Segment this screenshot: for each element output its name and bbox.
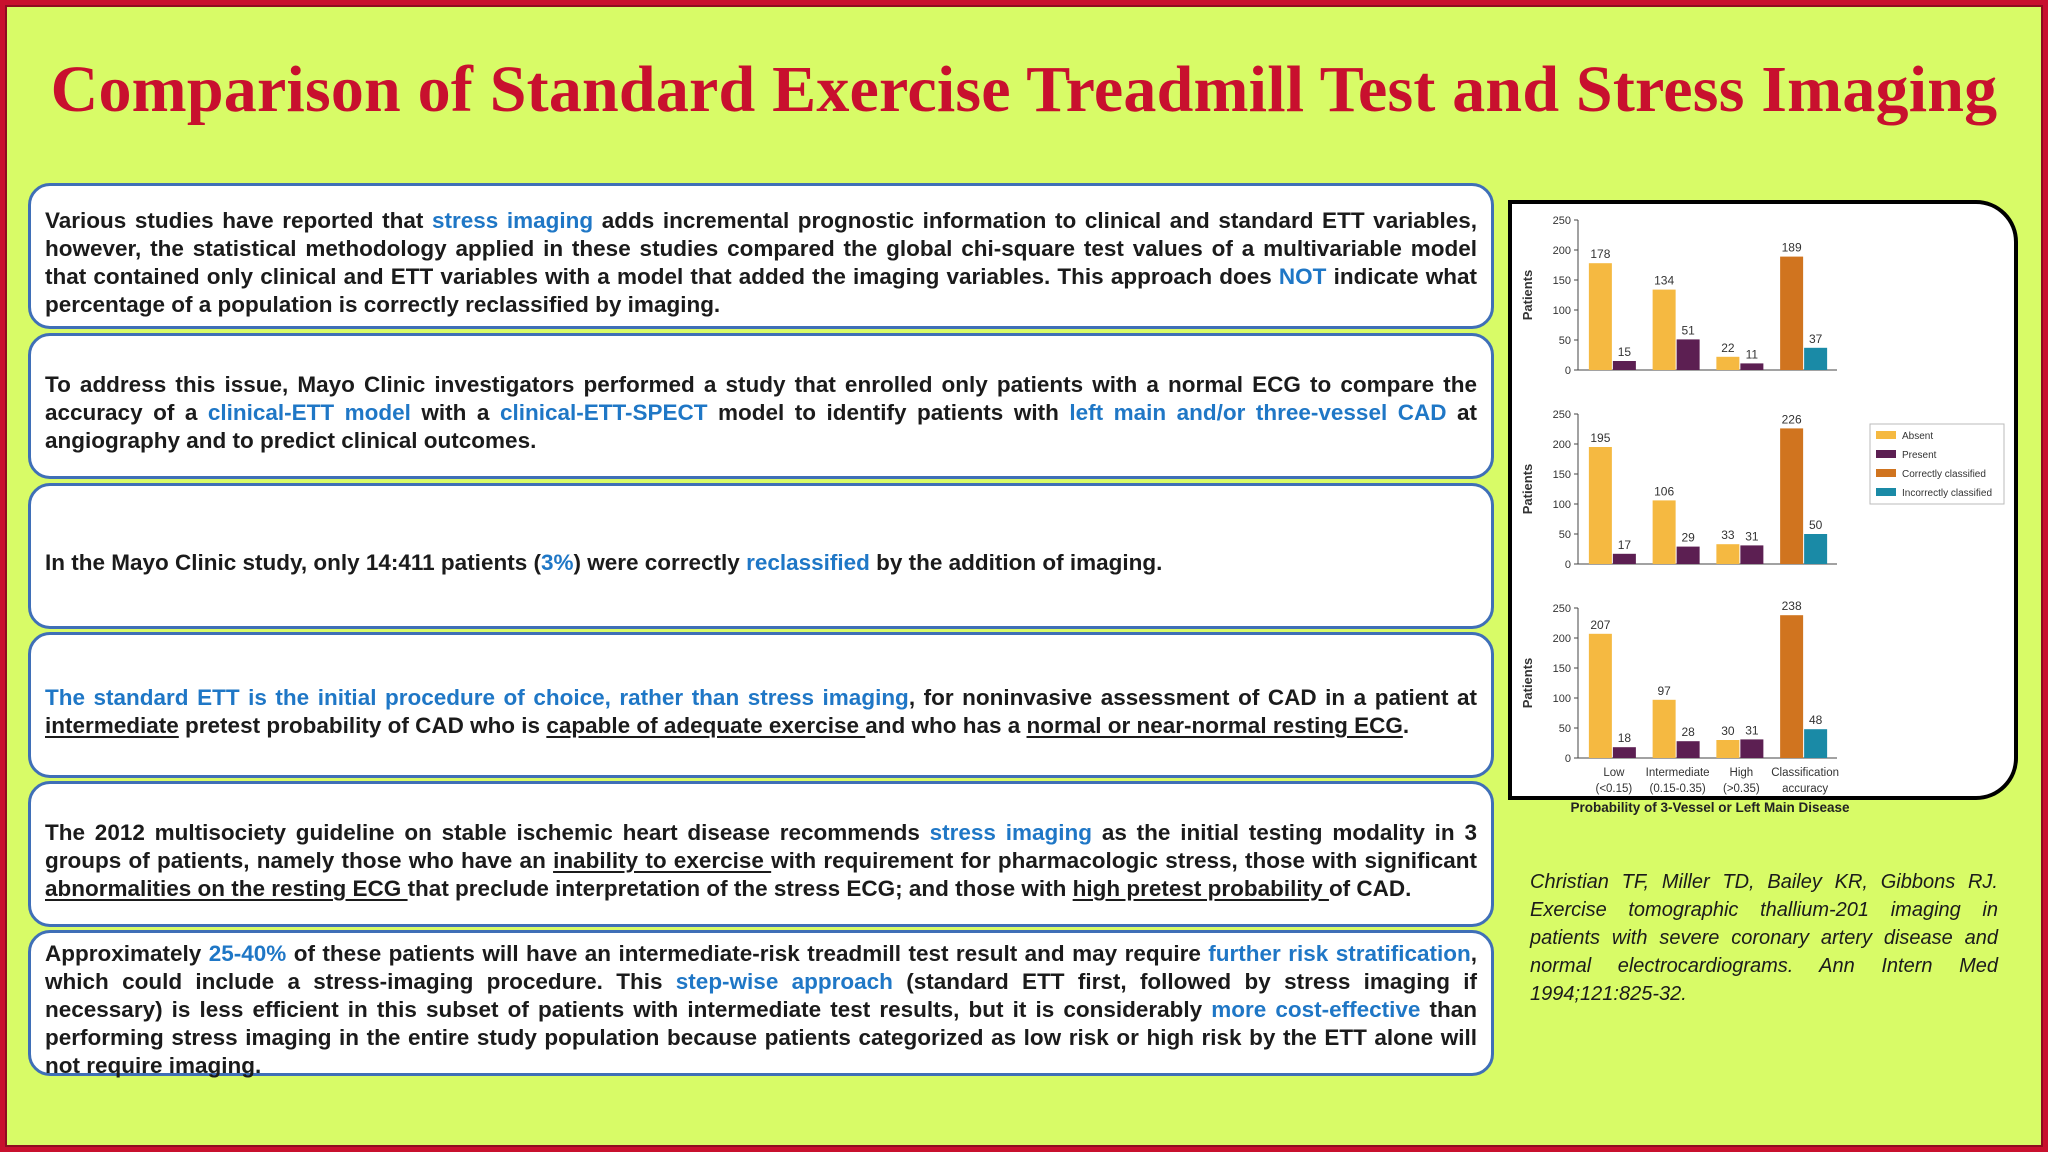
bar bbox=[1589, 447, 1612, 564]
bar bbox=[1804, 729, 1827, 758]
bar-chart bbox=[1512, 204, 2014, 815]
highlight-text: further risk stratification bbox=[1208, 941, 1471, 966]
bar-value-label: 195 bbox=[1590, 431, 1611, 445]
text-run: of these patients will have an intermediate-risk treadmill test result and may require bbox=[286, 941, 1209, 966]
paragraph bbox=[45, 549, 1477, 577]
category-sublabel: (>0.35) bbox=[1722, 783, 1760, 795]
category-sublabel: accuracy bbox=[1782, 783, 1829, 795]
highlight-text: 25-40% bbox=[208, 941, 287, 966]
text-box-incremental-prognostic bbox=[28, 183, 1494, 329]
bar-value-label: 11 bbox=[1745, 347, 1759, 362]
y-tick-label: 250 bbox=[1552, 409, 1571, 421]
bar bbox=[1804, 348, 1827, 370]
y-tick-label: 200 bbox=[1552, 245, 1571, 257]
bar-value-label: 207 bbox=[1590, 617, 1611, 632]
y-axis-label: Patients bbox=[1520, 657, 1535, 709]
legend-label: Incorrectly classified bbox=[1902, 488, 1993, 499]
bar bbox=[1716, 544, 1739, 564]
bar-value-label: 15 bbox=[1617, 345, 1632, 359]
bar-value-label: 18 bbox=[1617, 731, 1632, 746]
legend-swatch bbox=[1876, 431, 1896, 439]
bar-value-label: 28 bbox=[1681, 725, 1695, 740]
y-tick-label: 0 bbox=[1564, 753, 1571, 765]
y-tick-label: 250 bbox=[1552, 215, 1571, 227]
text-run: Approximately bbox=[45, 941, 209, 966]
bar-chart-frame bbox=[1508, 200, 2018, 815]
category-label: Classification bbox=[1771, 767, 1839, 779]
bar-value-label: 30 bbox=[1721, 724, 1735, 738]
bar-value-label: 134 bbox=[1654, 273, 1675, 288]
text-run: pretest probability of CAD who is bbox=[178, 713, 547, 738]
bar-value-label: 189 bbox=[1781, 240, 1802, 255]
highlight-text: stress imaging bbox=[431, 208, 594, 233]
highlight-text: 3% bbox=[540, 550, 574, 575]
bar bbox=[1740, 739, 1763, 758]
paragraph bbox=[45, 819, 1477, 903]
bar-value-label: 51 bbox=[1681, 323, 1695, 338]
highlight-text: more cost-effective bbox=[1211, 997, 1421, 1022]
underlined-text: abnormalities on the resting ECG bbox=[45, 876, 408, 901]
text-run: , which could include a stress-imaging procedure. This bbox=[45, 941, 1478, 994]
bar bbox=[1780, 257, 1803, 370]
bar bbox=[1780, 615, 1803, 758]
bar bbox=[1716, 357, 1739, 370]
legend-label: Absent bbox=[1902, 431, 1934, 442]
y-tick-label: 200 bbox=[1552, 633, 1571, 645]
bar bbox=[1613, 554, 1636, 564]
bar bbox=[1589, 634, 1612, 758]
text-run: In the Mayo Clinic study, only 14:411 patients ( bbox=[45, 550, 541, 575]
legend-label: Present bbox=[1902, 450, 1937, 461]
category-sublabel: (0.15-0.35) bbox=[1649, 783, 1706, 795]
text-run: adds incremental prognostic information to clinical and standard ETT variables, however, the statistical methodology applied in these studies compared the global chi-square test values of a multivariable model that contained only clinical and ETT variables with a model that added the imaging variables. This approach does bbox=[45, 208, 1477, 289]
y-axis-label: Patients bbox=[1520, 463, 1535, 515]
legend-swatch bbox=[1876, 488, 1896, 496]
highlight-text: step-wise approach bbox=[675, 969, 893, 994]
y-tick-label: 150 bbox=[1552, 663, 1571, 675]
legend-label: Correctly classified bbox=[1902, 469, 1986, 480]
bar bbox=[1653, 500, 1676, 564]
paragraph bbox=[45, 684, 1477, 740]
bar-value-label: 97 bbox=[1657, 683, 1671, 698]
underlined-text: inability to exercise bbox=[553, 848, 772, 873]
y-tick-label: 100 bbox=[1552, 499, 1571, 511]
y-tick-label: 50 bbox=[1558, 529, 1571, 541]
y-tick-label: 150 bbox=[1552, 469, 1571, 481]
y-tick-label: 50 bbox=[1558, 335, 1571, 347]
underlined-text: intermediate bbox=[45, 713, 179, 738]
bar bbox=[1613, 361, 1636, 370]
paragraph bbox=[45, 207, 1477, 319]
bar-value-label: 31 bbox=[1745, 529, 1759, 544]
bar bbox=[1677, 741, 1700, 758]
text-run: with requirement for pharmacologic stress, those with significant bbox=[771, 848, 1478, 873]
bar-value-label: 33 bbox=[1721, 528, 1735, 543]
text-run: To address this issue, Mayo Clinic investigators performed a study that enrolled only patients with a normal ECG to compare the accuracy of a bbox=[45, 372, 1477, 425]
y-tick-label: 50 bbox=[1558, 723, 1571, 735]
category-sublabel: (<0.15) bbox=[1595, 783, 1633, 795]
bar-value-label: 238 bbox=[1781, 599, 1802, 614]
bar-value-label: 226 bbox=[1781, 412, 1802, 427]
text-run: . bbox=[1402, 713, 1410, 738]
bar bbox=[1716, 740, 1739, 758]
bar-value-label: 48 bbox=[1808, 713, 1823, 728]
page-title: Comparison of Standard Exercise Treadmill Test and Stress Imaging bbox=[50, 53, 1998, 126]
highlight-text: NOT bbox=[1278, 264, 1327, 289]
text-box-standard-ett bbox=[28, 632, 1494, 778]
legend-swatch bbox=[1876, 469, 1896, 477]
text-run: of CAD. bbox=[1328, 876, 1412, 901]
underlined-text: normal or near-normal resting ECG bbox=[1026, 713, 1403, 738]
category-label: Low bbox=[1603, 767, 1625, 779]
y-tick-label: 100 bbox=[1552, 305, 1571, 317]
highlight-text: The standard ETT is the initial procedure of choice, rather than stress imaging bbox=[45, 685, 909, 710]
y-tick-label: 0 bbox=[1564, 559, 1571, 571]
text-box-step-wise bbox=[28, 930, 1494, 1076]
bar bbox=[1740, 363, 1763, 370]
text-run: by the addition of imaging. bbox=[869, 550, 1163, 575]
bar bbox=[1780, 428, 1803, 564]
highlight-text: reclassified bbox=[746, 550, 870, 575]
text-run: The 2012 multisociety guideline on stable ischemic heart disease recommends bbox=[45, 820, 930, 845]
bar bbox=[1804, 534, 1827, 564]
text-run: , for noninvasive assessment of CAD in a patient at bbox=[908, 685, 1477, 710]
bar-value-label: 17 bbox=[1617, 537, 1632, 552]
text-box-mayo-study bbox=[28, 333, 1494, 479]
bar-value-label: 31 bbox=[1745, 723, 1759, 738]
category-label: High bbox=[1729, 767, 1754, 779]
bar bbox=[1677, 547, 1700, 564]
x-axis-title: Probability of 3-Vessel or Left Main Disease bbox=[1570, 800, 1850, 815]
y-tick-label: 0 bbox=[1564, 365, 1571, 377]
y-tick-label: 200 bbox=[1552, 439, 1571, 451]
bar bbox=[1653, 290, 1676, 370]
text-run: (standard ETT first, followed by stress imaging if necessary) is less efficient in this subset of patients with intermediate test results, but it is considerably bbox=[45, 969, 1477, 1022]
y-tick-label: 250 bbox=[1552, 603, 1571, 615]
text-run: as the initial testing modality in 3 groups of patients, namely those who have an bbox=[45, 820, 1477, 873]
highlight-text: left main and/or three-vessel CAD bbox=[1069, 400, 1447, 425]
underlined-text: high pretest probability bbox=[1072, 876, 1329, 901]
text-box-guideline bbox=[28, 781, 1494, 927]
bar bbox=[1589, 263, 1612, 370]
citation: Christian TF, Miller TD, Bailey KR, Gibbons RJ. Exercise tomographic thallium-201 imaging in patients with severe coronary artery disease and normal electrocardiograms. Ann Intern Med 1994;121:825-32. bbox=[1530, 871, 1998, 1005]
bar bbox=[1677, 339, 1700, 370]
text-run: with a bbox=[410, 400, 500, 425]
bar-value-label: 178 bbox=[1590, 247, 1611, 262]
text-run: and who has a bbox=[865, 713, 1027, 738]
text-run: model to identify patients with bbox=[707, 400, 1070, 425]
highlight-text: clinical-ETT-SPECT bbox=[499, 400, 708, 425]
bar-value-label: 37 bbox=[1808, 331, 1823, 346]
bar-value-label: 106 bbox=[1654, 484, 1675, 499]
text-run: indicate what percentage of a population is correctly reclassified by imaging. bbox=[45, 264, 1477, 317]
y-tick-label: 150 bbox=[1552, 275, 1571, 287]
paragraph bbox=[45, 371, 1477, 455]
bar-value-label: 22 bbox=[1721, 340, 1735, 355]
underlined-text: capable of adequate exercise bbox=[546, 713, 866, 738]
bar-value-label: 29 bbox=[1681, 530, 1695, 545]
text-run: ) were correctly bbox=[573, 550, 747, 575]
bar bbox=[1653, 700, 1676, 758]
category-label: Intermediate bbox=[1645, 767, 1710, 779]
text-run: at angiography and to predict clinical outcomes. bbox=[45, 400, 1477, 453]
text-box-reclassified bbox=[28, 483, 1494, 629]
bar bbox=[1613, 747, 1636, 758]
text-run: Various studies have reported that bbox=[45, 208, 432, 233]
bar-value-label: 50 bbox=[1808, 518, 1823, 532]
highlight-text: stress imaging bbox=[929, 820, 1093, 845]
legend-swatch bbox=[1876, 450, 1896, 458]
text-run: that preclude interpretation of the stress ECG; and those with bbox=[407, 876, 1073, 901]
y-tick-label: 100 bbox=[1552, 693, 1571, 705]
highlight-text: clinical-ETT model bbox=[207, 400, 411, 425]
bar bbox=[1740, 545, 1763, 564]
y-axis-label: Patients bbox=[1520, 269, 1535, 321]
paragraph bbox=[45, 940, 1477, 1080]
text-run: than performing stress imaging in the entire study population because patients categorized as low risk or high risk by the ETT alone will not require imaging. bbox=[45, 997, 1477, 1078]
